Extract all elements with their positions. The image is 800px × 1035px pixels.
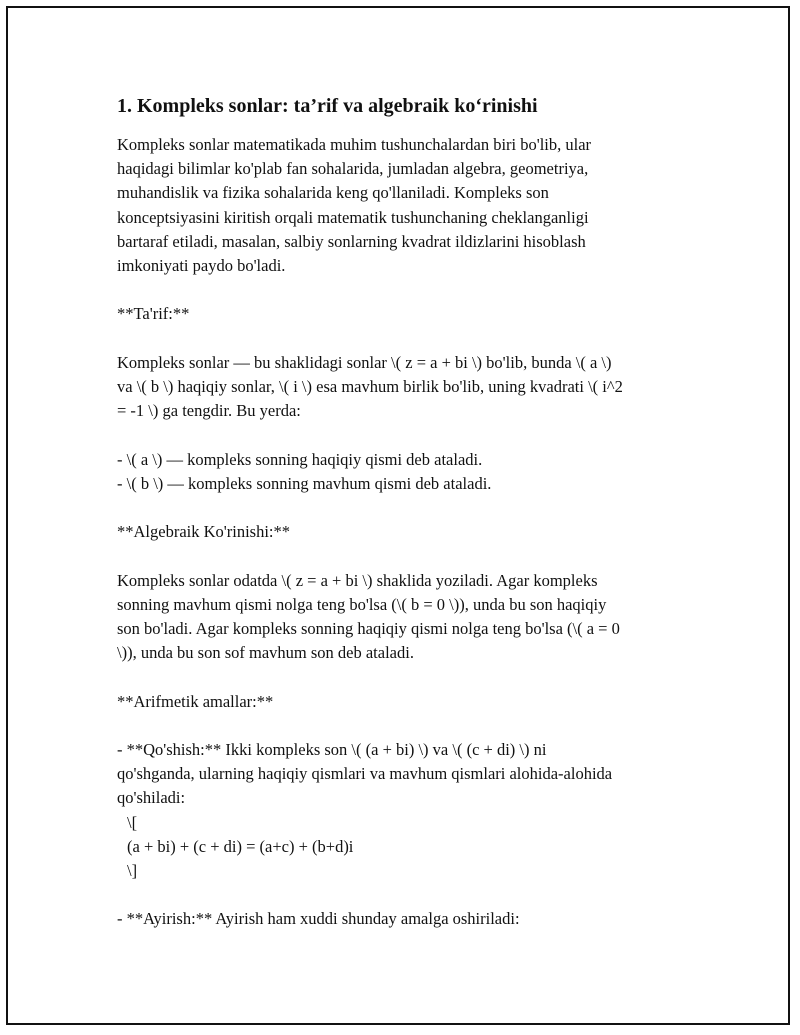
parts-list (117, 448, 697, 496)
tarif-line: Kompleks sonlar — bu shaklidagi sonlar \( z = a + bi \) bo'lib, bunda \( a \) (117, 352, 612, 372)
arifmetik-heading: **Arifmetik amallar:** (117, 691, 274, 711)
intro-paragraph (117, 133, 697, 278)
algebraik-line: \)), unda bu son sof mavhum son deb ataladi. (117, 643, 414, 663)
list-item: - \( a \) — kompleks sonning haqiqiy qismi deb ataladi. (117, 449, 483, 469)
intro-line: muhandislik va fizika sohalarida keng qo'llaniladi. Kompleks son (117, 183, 549, 203)
algebraik-paragraph (117, 569, 697, 666)
ayirish-line: - **Ayirish:** Ayirish ham xuddi shunday amalga oshiriladi: (117, 909, 520, 929)
qoshish-line: qo'shganda, ularning haqiqiy qismlari va mavhum qismlari alohida-alohida (117, 764, 613, 784)
intro-line: konceptsiyasini kiritish orqali matematik tushunchaning cheklanganligi (117, 207, 589, 227)
math-block (117, 811, 697, 884)
algebraik-line: sonning mavhum qismi nolga teng bo'lsa (\( b = 0 \)), unda bu son haqiqiy (117, 594, 607, 614)
tarif-line: = -1 \) ga tengdir. Bu yerda: (117, 401, 301, 421)
tarif-line: va \( b \) haqiqiy sonlar, \( i \) esa mavhum birlik bo'lib, uning kvadrati \( i^2 (117, 377, 623, 396)
math-line: (a + bi) + (c + di) = (a+c) + (b+d)i (127, 836, 354, 856)
algebraik-line: Kompleks sonlar odatda \( z = a + bi \) shaklida yoziladi. Agar kompleks (117, 570, 598, 590)
tarif-heading: **Ta'rif:** (117, 304, 190, 324)
qoshish-paragraph (117, 738, 697, 811)
math-line: \] (127, 860, 138, 880)
document-body (117, 92, 697, 932)
intro-line: bartaraf etiladi, masalan, salbiy sonlarning kvadrat ildizlarini hisoblash (117, 231, 586, 251)
algebraik-heading: **Algebraik Ko'rinishi:** (117, 522, 290, 542)
algebraik-line: son bo'ladi. Agar kompleks sonning haqiqiy qismi nolga teng bo'lsa (\( a = 0 (117, 618, 620, 638)
qoshish-line: - **Qo'shish:** Ikki kompleks son \( (a + bi) \) va \( (c + di) \) ni (117, 739, 547, 759)
qoshish-line: qo'shiladi: (117, 788, 186, 808)
intro-line: imkoniyati paydo bo'ladi. (117, 256, 286, 276)
tarif-paragraph (117, 351, 697, 424)
math-line: \[ (127, 812, 138, 832)
list-item: - \( b \) — kompleks sonning mavhum qismi deb ataladi. (117, 473, 492, 493)
intro-line: Kompleks sonlar matematikada muhim tushunchalardan biri bo'lib, ular (117, 135, 592, 154)
section-title: 1. Kompleks sonlar: ta’rif va algebraik ko‘rinishi (117, 95, 538, 117)
intro-line: haqidagi bilimlar ko'plab fan sohalarida, jumladan algebra, geometriya, (117, 159, 589, 179)
